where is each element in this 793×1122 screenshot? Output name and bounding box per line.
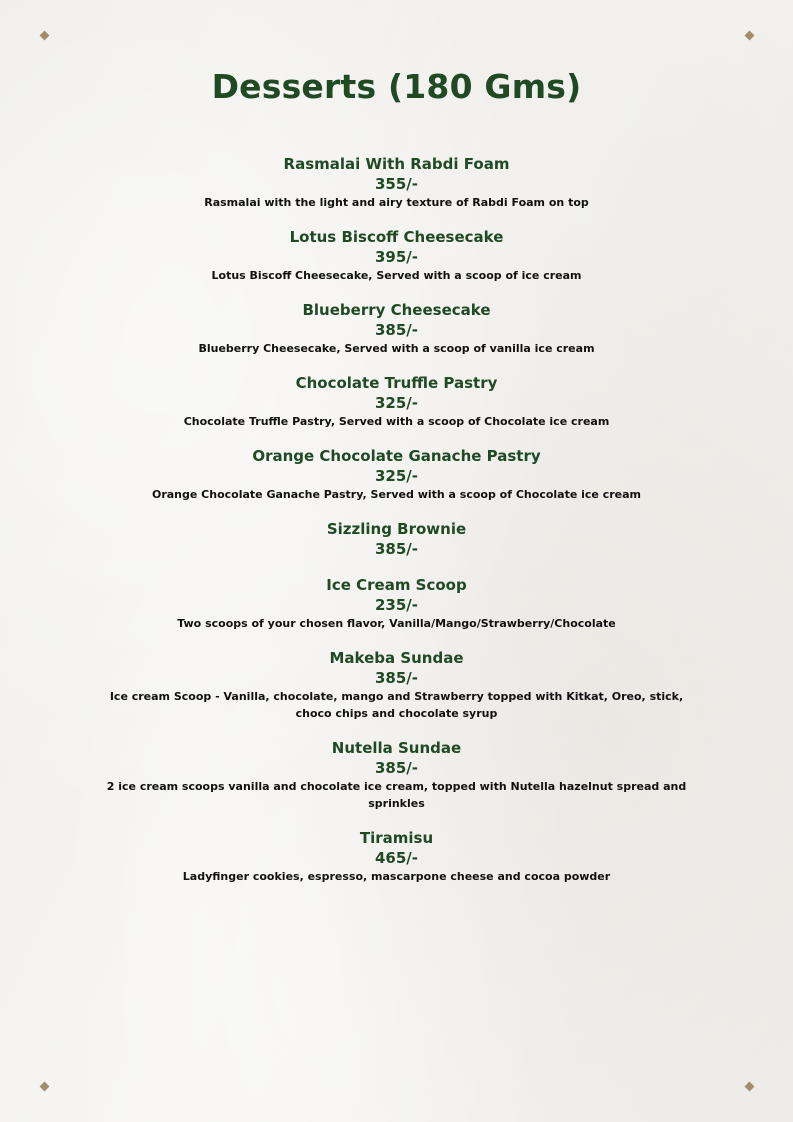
menu-item bbox=[100, 373, 693, 430]
corner-diamond-ornament bbox=[40, 1082, 50, 1092]
item-name: Lotus Biscoff Cheesecake bbox=[289, 228, 504, 246]
menu-item bbox=[100, 227, 693, 284]
page-title: Desserts (180 Gms) bbox=[211, 67, 582, 106]
menu-item bbox=[100, 575, 693, 632]
menu-item bbox=[100, 648, 693, 722]
item-description: Ladyfinger cookies, espresso, mascarpone cheese and cocoa powder bbox=[182, 870, 611, 883]
corner-diamond-ornament bbox=[40, 31, 50, 41]
menu-item bbox=[100, 446, 693, 503]
menu-item bbox=[100, 300, 693, 357]
item-price: 355/- bbox=[374, 175, 418, 193]
item-price: 325/- bbox=[374, 467, 418, 485]
item-price: 325/- bbox=[374, 394, 418, 412]
item-name: Sizzling Brownie bbox=[326, 520, 467, 538]
menu-item bbox=[100, 828, 693, 885]
item-price: 385/- bbox=[374, 321, 418, 339]
item-price: 465/- bbox=[374, 849, 418, 867]
item-name: Makeba Sundae bbox=[329, 649, 464, 667]
item-price: 385/- bbox=[374, 669, 418, 687]
corner-diamond-ornament bbox=[745, 1082, 755, 1092]
item-name: Nutella Sundae bbox=[331, 739, 462, 757]
item-name: Rasmalai With Rabdi Foam bbox=[283, 155, 510, 173]
item-description: Ice cream Scoop - Vanilla, chocolate, mango and Strawberry topped with Kitkat, Oreo, stick, choco chips and chocolate syrup bbox=[109, 690, 684, 720]
item-description: Orange Chocolate Ganache Pastry, Served with a scoop of Chocolate ice cream bbox=[151, 488, 642, 501]
item-description: Lotus Biscoff Cheesecake, Served with a scoop of ice cream bbox=[211, 269, 582, 282]
item-name: Tiramisu bbox=[359, 829, 434, 847]
item-description: Rasmalai with the light and airy texture of Rabdi Foam on top bbox=[204, 196, 589, 209]
item-description: Two scoops of your chosen flavor, Vanilla/Mango/Strawberry/Chocolate bbox=[177, 617, 616, 630]
item-price: 385/- bbox=[374, 759, 418, 777]
menu-item bbox=[100, 519, 693, 559]
item-price: 235/- bbox=[374, 596, 418, 614]
item-name: Chocolate Truffle Pastry bbox=[295, 374, 498, 392]
item-description: 2 ice cream scoops vanilla and chocolate ice cream, topped with Nutella hazelnut spread and sprinkles bbox=[106, 780, 687, 810]
item-description: Chocolate Truffle Pastry, Served with a scoop of Chocolate ice cream bbox=[183, 415, 610, 428]
item-price: 385/- bbox=[374, 540, 418, 558]
corner-diamond-ornament bbox=[745, 31, 755, 41]
menu-item bbox=[100, 738, 693, 812]
dessert-menu-list bbox=[100, 154, 693, 901]
item-name: Ice Cream Scoop bbox=[326, 576, 467, 594]
menu-item bbox=[100, 154, 693, 211]
item-description: Blueberry Cheesecake, Served with a scoop of vanilla ice cream bbox=[198, 342, 595, 355]
item-name: Blueberry Cheesecake bbox=[302, 301, 491, 319]
item-name: Orange Chocolate Ganache Pastry bbox=[252, 447, 541, 465]
item-price: 395/- bbox=[374, 248, 418, 266]
